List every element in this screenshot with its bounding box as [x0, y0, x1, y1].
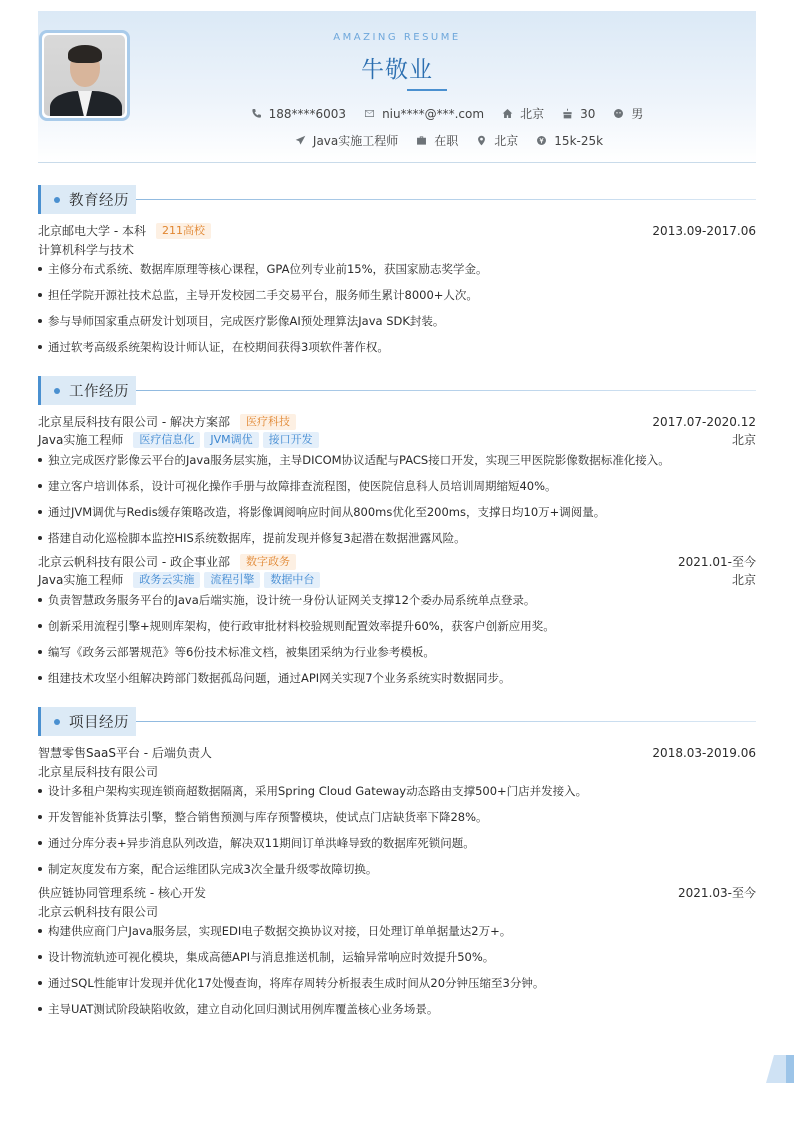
heading-dot	[54, 388, 60, 394]
cake-icon	[562, 108, 573, 119]
work-role-row	[38, 431, 756, 448]
list-item: 通过分库分表+异步消息队列改造，解决双11期间订单洪峰导致的数据库死锁问题。	[38, 836, 756, 862]
salary-icon	[536, 135, 547, 146]
section-projects-heading: 项目经历	[38, 707, 756, 736]
resume-tagline: AMAZING RESUME	[333, 32, 461, 43]
work-role-row	[38, 571, 756, 588]
list-item: 通过软考高级系统架构设计师认证，在校期间获得3项软件著作权。	[38, 340, 756, 366]
school-tag: 211高校	[156, 223, 211, 239]
project-entry-header	[38, 744, 756, 761]
list-item: 建立客户培训体系，设计可视化操作手册与故障排查流程图，使医院信息科人员培训周期缩短40%。	[38, 479, 756, 505]
position-info: Java实施工程师	[295, 132, 398, 149]
project-company: 北京云帆科技有限公司	[38, 905, 159, 919]
project-dates: 2021.03-至今	[678, 886, 756, 900]
list-item: 开发智能补货算法引擎，整合销售预测与库存预警模块，使试点门店缺货率下降28%。	[38, 810, 756, 836]
company-name: 北京星辰科技有限公司 - 解决方案部	[38, 415, 230, 429]
list-item: 设计物流轨迹可视化模块，集成高德API与消息推送机制，运输异常响应时效提升50%。	[38, 950, 756, 976]
list-item: 创新采用流程引擎+规则库架构，使行政审批材料校验规则配置效率提升60%，获客户创新应用奖。	[38, 619, 756, 645]
phone-info: 188****6003	[251, 105, 346, 122]
project-bullets	[38, 784, 756, 888]
education-bullets	[38, 262, 756, 366]
skill-tag: 流程引擎	[204, 572, 260, 588]
list-item: 编写《政务云部署规范》等6份技术标准文档，被集团采纳为行业参考模板。	[38, 645, 756, 671]
list-item: 构建供应商门户Java服务层，实现EDI电子数据交换协议对接，日处理订单单据量达2万+。	[38, 924, 756, 950]
email-info: niu****@***.com	[364, 105, 484, 122]
list-item: 搭建自动化巡检脚本监控HIS系统数据库，提前发现并修复3起潜在数据泄露风险。	[38, 531, 756, 557]
company-name: 北京云帆科技有限公司 - 政企事业部	[38, 555, 230, 569]
project-entry-header	[38, 884, 756, 901]
gender-icon	[613, 108, 624, 119]
heading-dot	[54, 197, 60, 203]
education-entry-header	[38, 222, 756, 239]
candidate-name: 牛敬业	[361, 57, 433, 83]
contact-info-row	[38, 105, 756, 122]
name-underline	[407, 89, 447, 91]
salary-info: 15k-25k	[536, 132, 603, 149]
corner-decoration	[766, 1055, 794, 1083]
skill-tag: 政务云实施	[133, 572, 200, 588]
job-role: Java实施工程师	[38, 573, 124, 587]
job-role: Java实施工程师	[38, 433, 124, 447]
work-entry-header	[38, 413, 756, 430]
age-info: 30	[562, 105, 595, 122]
skill-tag: JVM调优	[204, 432, 258, 448]
project-bullets	[38, 924, 756, 1028]
phone-icon	[251, 108, 262, 119]
education-dates: 2013.09-2017.06	[652, 223, 756, 238]
list-item: 担任学院开源社技术总监，主导开发校园二手交易平台，服务师生累计8000+人次。	[38, 288, 756, 314]
project-title: 供应链协同管理系统 - 核心开发	[38, 886, 206, 900]
education-major: 计算机科学与技术	[38, 243, 135, 257]
skill-tag: 数据中台	[264, 572, 320, 588]
briefcase-icon	[416, 135, 427, 146]
work-dates: 2021.01-至今	[678, 555, 756, 569]
industry-tag: 医疗科技	[240, 414, 296, 430]
work-bullets	[38, 453, 756, 557]
heading-dot	[54, 719, 60, 725]
gender-info: 男	[613, 105, 643, 122]
home-icon	[502, 108, 513, 119]
city-info: 北京	[476, 132, 518, 149]
resume-header	[38, 11, 756, 163]
section-work-heading: 工作经历	[38, 376, 756, 405]
list-item: 负责智慧政务服务平台的Java后端实施，设计统一身份认证网关支撑12个委办局系统单点登录。	[38, 593, 756, 619]
work-bullets	[38, 593, 756, 697]
list-item: 通过SQL性能审计发现并优化17处慢查询，将库存周转分析报表生成时间从20分钟压缩至3分钟。	[38, 976, 756, 1002]
industry-tag: 数字政务	[240, 554, 296, 570]
list-item: 组建技术攻坚小组解决跨部门数据孤岛问题，通过API网关实现7个业务系统实时数据同步。	[38, 671, 756, 697]
section-education-heading: 教育经历	[38, 185, 756, 214]
hometown-info: 北京	[502, 105, 544, 122]
project-company: 北京星辰科技有限公司	[38, 765, 159, 779]
school-name: 北京邮电大学 - 本科	[38, 224, 146, 238]
skill-tag: 医疗信息化	[133, 432, 200, 448]
work-city: 北京	[731, 433, 756, 447]
work-city: 北京	[731, 573, 756, 587]
skill-tag: 接口开发	[263, 432, 319, 448]
project-dates: 2018.03-2019.06	[652, 745, 756, 760]
list-item: 主导UAT测试阶段缺陷收敛，建立自动化回归测试用例库覆盖核心业务场景。	[38, 1002, 756, 1028]
list-item: 参与导师国家重点研发计划项目，完成医疗影像AI预处理算法Java SDK封装。	[38, 314, 756, 340]
list-item: 主修分布式系统、数据库原理等核心课程，GPA位列专业前15%，获国家励志奖学金。	[38, 262, 756, 288]
list-item: 独立完成医疗影像云平台的Java服务层实施，主导DICOM协议适配与PACS接口开发，实现三甲医院影像数据标准化接入。	[38, 453, 756, 479]
work-entry-header	[38, 553, 756, 570]
list-item: 制定灰度发布方案，配合运维团队完成3次全量升级零故障切换。	[38, 862, 756, 888]
project-title: 智慧零售SaaS平台 - 后端负责人	[38, 746, 212, 760]
list-item: 通过JVM调优与Redis缓存策略改造，将影像调阅响应时间从800ms优化至200ms，支撑日均10万+调阅量。	[38, 505, 756, 531]
location-icon	[476, 135, 487, 146]
job-intent-row	[38, 132, 756, 149]
work-dates: 2017.07-2020.12	[652, 414, 756, 429]
mail-icon	[364, 108, 375, 119]
list-item: 设计多租户架构实现连锁商超数据隔离，采用Spring Cloud Gateway动态路由支撑500+门店并发接入。	[38, 784, 756, 810]
send-icon	[295, 135, 306, 146]
status-info: 在职	[416, 132, 458, 149]
